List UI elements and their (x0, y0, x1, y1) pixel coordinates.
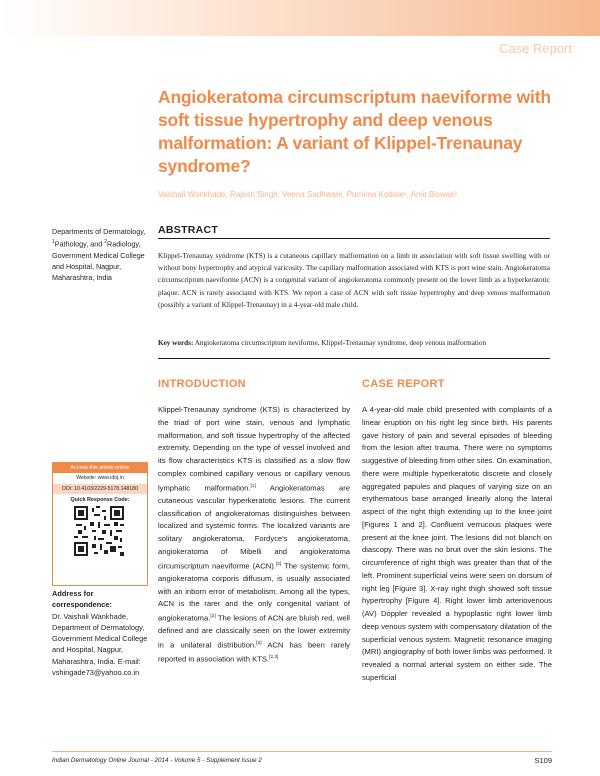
website-link[interactable]: Website: www.idoj.in (76, 475, 124, 481)
keywords-label: Key words: (158, 339, 194, 347)
divider (158, 358, 550, 359)
citation[interactable]: [2] (256, 641, 262, 647)
correspondence-heading: Address for correspondence: (52, 589, 112, 610)
qr-code-icon (74, 506, 124, 556)
introduction-text: Klippel-Trenaunay syndrome (KTS) is characterized by the triad of port wine stain, venous and lymphatic malformation, and soft tissue hypertrophy of the affected extremity. Depending on the type of vessel involved and its flow characteristics KTS is classified as a slow flow complex combined capillary venous or capillary venous lymphatic malformation.[1] Angiokeratomas are cutaneous vascular hyperkeratotic lesions. The current classification of angiokeratomas distinguishes between localized and systemic forms. The localized variants are solitary angiokeratoma, Fordyce's angiokeratoma, angiokeratoma of Mibelli and angiokeratoma circumscriptum naeviforme (ACN).[2] The systemic form, angiokeratoma corporis diffusum, is usually associated with an inborn error of metabolism. Among all the types, ACN is the rarer and the only congenital variant of angiokeratoma.[2] The lesions of ACN are bluish red, well defined and are classically seen on the lower extremity in a unilateral distribution.[2] ACN has been rarely reported in association with KTS.[2,3] (158, 405, 351, 664)
access-heading: Access this article online (53, 463, 147, 473)
introduction-heading: INTRODUCTION (158, 378, 246, 390)
citation[interactable]: [2] (210, 614, 216, 620)
abstract-text: Klippel-Trenaunay syndrome (KTS) is a cutaneous capillary malformation on a limb in association with soft tissue swelling with or without bony hypertrophy and atypical varicosity. The capillary malformation associated with KTS is port wine stain. Angiokeratoma circumscriptum naeviforme (ACN) is a congenital variant of angiokeratoma commonly present on the lower limb as a hyperkeratotic plaque. ACN is rarely associated with KTS. We report a case of ACN with soft tissue hypertrophy and deep venous malformation (possibly a variant of Klippel-Trenaunay) in a 4-year-old male child. (158, 251, 550, 309)
affiliation-text: Departments of Dermatology, (52, 227, 146, 236)
case-report-heading: CASE REPORT (362, 378, 445, 390)
article-type-label: Case Report (499, 41, 572, 56)
doi-link[interactable]: DOI: 10.4103/2229-5178.148180 (62, 486, 138, 492)
page-number: S109 (534, 756, 552, 765)
footer-divider (52, 751, 552, 752)
affiliation-text: Radiology, Government Medical College and Hospital, Nagpur, Maharashtra, India (52, 239, 145, 283)
header-gradient-bar (0, 0, 600, 38)
journal-footer: Indian Dermatology Online Journal - 2014 - Volume 5 - Supplement Issue 2 (52, 757, 262, 764)
article-title: Angiokeratoma circumscriptum naeviforme with soft tissue hypertrophy and deep venous malformation: A variant of Klippel-Trenaunay syndrome? (158, 87, 551, 176)
case-report-text: A 4-year-old male child presented with complaints of a linear eruption on his right leg since birth. His parents gave history of pain and several episodes of bleeding from the lesion after trauma. There were no symptoms suggestive of bleeding from other sites. On examination, there were multiple hyperkeratotic discrete and closely aggregated papules and plaques of varying size on an erythematous base arranged linearly along the lateral aspect of the right thigh extending up to the knee joint [Figures 1 and 2]. Confluent verrucous plaques were present at the knee joint. The lesions did not blanch on diascopy. There was no bruit over the skin lesions. The circumference of right thigh was greater than that of the left. Prominent superficial veins were seen on dorsum of right leg [Figure 3]. X-ray right thigh showed soft tissue hypertrophy [Figure 4]. Right lower limb arteriovenous (AV) Doppler revealed a hypoplastic right lower limb deep venous system with compensatory dilatation of the superficial venous system. Magnetic resonance imaging (MRI) angiography of both lower limbs was performed. It revealed a normal arterial system on either side. The superficial (362, 405, 552, 682)
citation[interactable]: [2,3] (269, 655, 279, 661)
abstract-heading: ABSTRACT (158, 224, 219, 236)
qr-label: Quick Response Code: (70, 497, 130, 503)
affiliation: Departments of Dermatology, $^1$Pathology, and $^2$Radiology, Government Medical College and Hospital, Nagpur, Maharashtra, India (52, 227, 146, 283)
keywords-text: Angiokeratoma circumscriptum neviforme, Klippel-Trenaunay syndrome, deep venous malformation (193, 339, 487, 347)
correspondence (52, 588, 148, 678)
correspondence-text: Dr. Vaishali Wankhade, Department of Dermatology, Government Medical College and Hospital, Nagpur, Maharashtra, India. E-mail: vshingade73@yahoo.co.in (52, 611, 148, 678)
divider (158, 238, 550, 239)
affiliation-text: and (90, 239, 103, 249)
affiliation-text: Pathology, (54, 239, 89, 249)
citation[interactable]: [1] (250, 483, 256, 489)
keywords (158, 338, 550, 349)
author-list: Vaishali Wankhade, Rajesh Singh, Veena Sadhwani, Purnima Kodate¹, Amit Biswas² (158, 190, 457, 199)
citation[interactable]: [2] (275, 561, 282, 567)
